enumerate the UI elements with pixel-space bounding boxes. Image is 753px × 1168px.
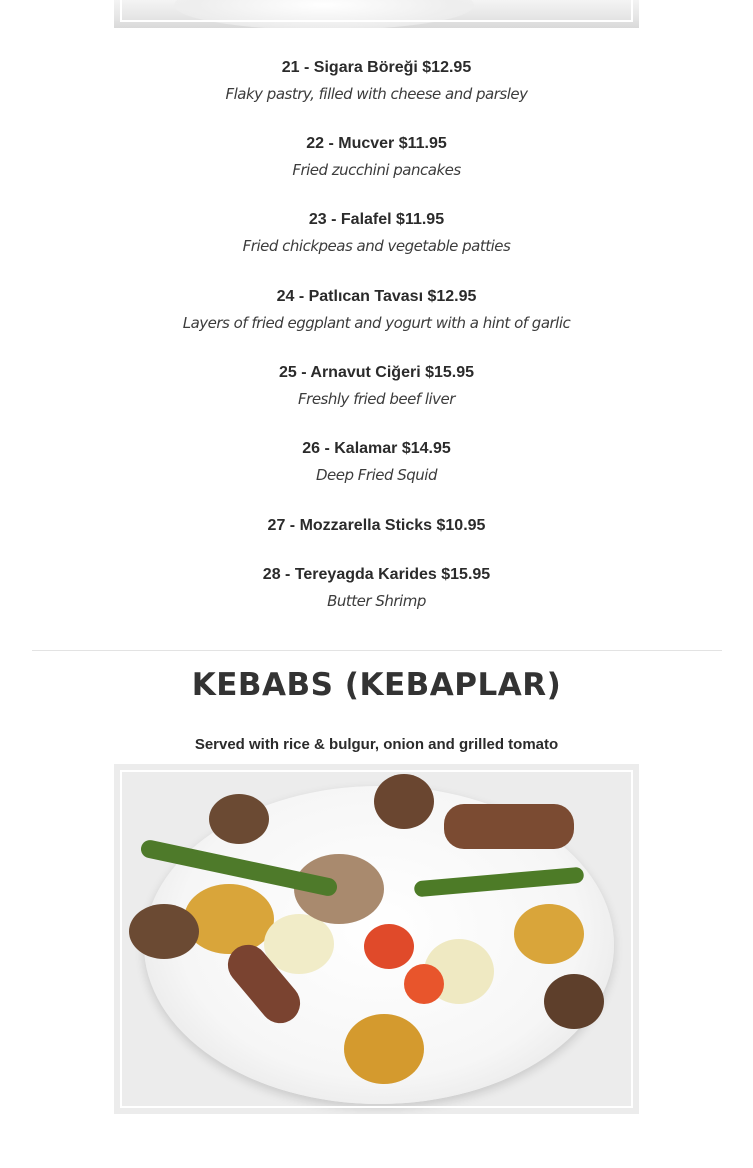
bulgur-graphic	[514, 904, 584, 964]
kofte-graphic	[209, 794, 269, 844]
menu-item-description: Fried zucchini pancakes	[292, 161, 461, 179]
menu-item-description: Fried chickpeas and vegetable patties	[242, 237, 511, 255]
appetizer-photo	[114, 0, 639, 28]
menu-item-description: Layers of fried eggplant and yogurt with a hint of garlic	[182, 314, 571, 332]
kofte-graphic	[544, 974, 604, 1029]
menu-item-title: 22 - Mucver $11.95	[306, 135, 447, 152]
tomato-graphic	[364, 924, 414, 969]
bulgur-graphic	[344, 1014, 424, 1084]
menu-item-22	[0, 134, 753, 210]
bulgur-graphic	[184, 884, 274, 954]
menu-item-title: 28 - Tereyagda Karides $15.95	[262, 566, 491, 583]
menu-item-title: 25 - Arnavut Ciğeri $15.95	[278, 364, 475, 381]
menu-item-description: Butter Shrimp	[327, 592, 426, 610]
tomato-graphic	[404, 964, 444, 1004]
menu-item-description: Deep Fried Squid	[315, 466, 438, 484]
section-subtitle: Served with rice & bulgur, onion and grilled tomato	[194, 736, 559, 753]
tablecloth-graphic	[174, 0, 474, 28]
menu-item-title: 23 - Falafel $11.95	[308, 211, 445, 228]
menu-item-title: 21 - Sigara Böreği $12.95	[281, 59, 472, 76]
menu-item-title: 27 - Mozzarella Sticks $10.95	[267, 517, 486, 534]
menu-item-21	[0, 58, 753, 134]
menu-item-description: Flaky pastry, filled with cheese and parsley	[225, 85, 528, 103]
kebab-photo	[114, 764, 639, 1114]
menu-item-23	[0, 210, 753, 287]
menu-item-26	[0, 439, 753, 516]
appetizer-menu-list	[0, 58, 753, 615]
menu-item-description: Freshly fried beef liver	[298, 390, 455, 408]
menu-item-title: 24 - Patlıcan Tavası $12.95	[276, 288, 477, 305]
kebab-skewer-graphic	[444, 804, 574, 849]
section-divider	[32, 650, 722, 651]
section-title: KEBABS (KEBAPLAR)	[191, 667, 562, 703]
menu-item-27	[0, 516, 753, 565]
menu-item-24	[0, 287, 753, 363]
menu-item-28	[0, 565, 753, 615]
menu-item-25	[0, 363, 753, 439]
menu-item-title: 26 - Kalamar $14.95	[302, 440, 451, 457]
kofte-graphic	[129, 904, 199, 959]
kofte-graphic	[374, 774, 434, 829]
